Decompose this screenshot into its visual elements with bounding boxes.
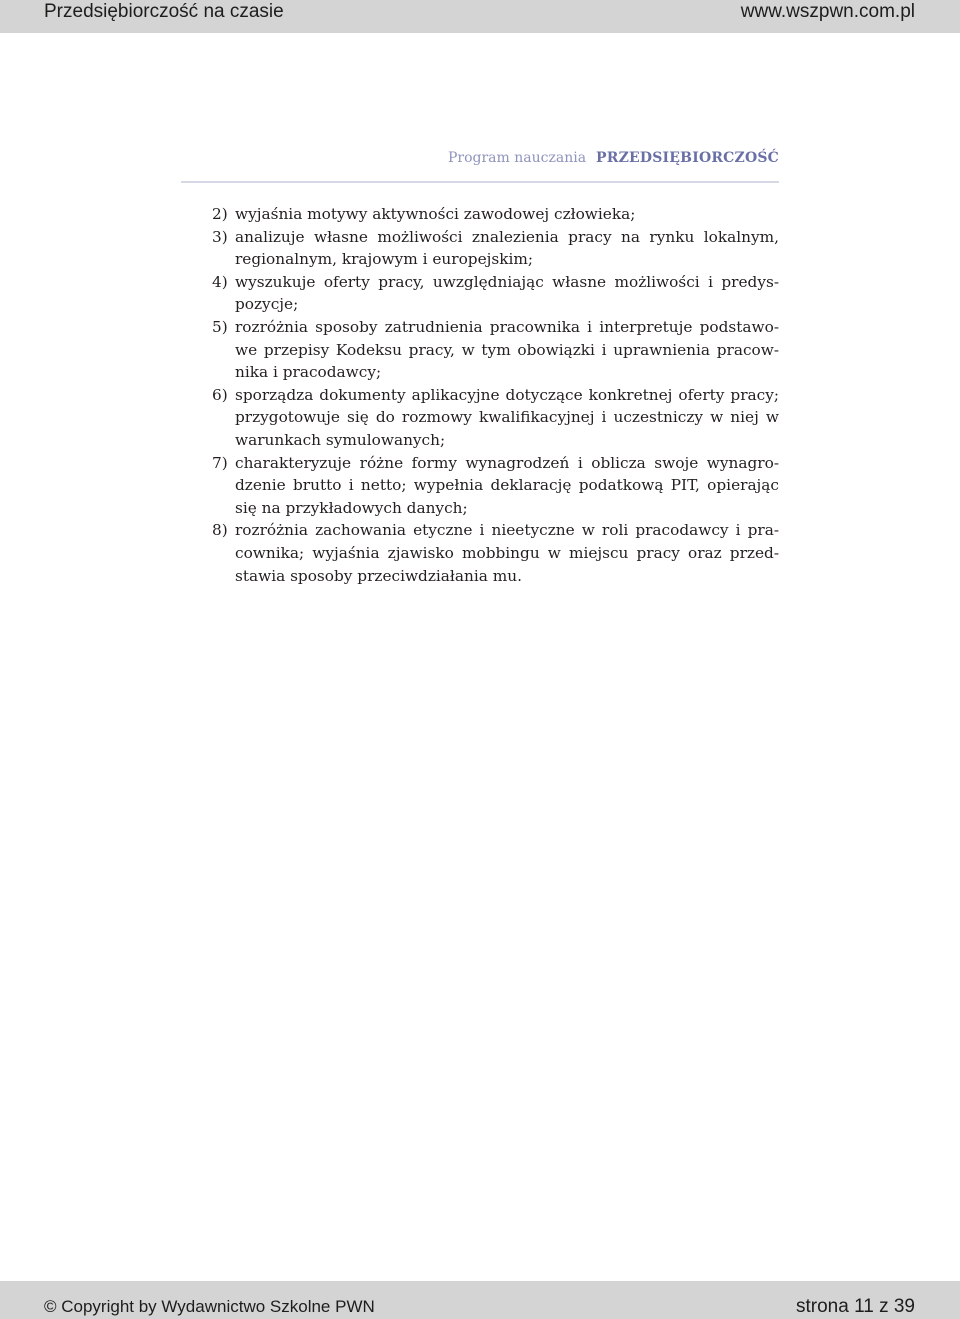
- item-text: sporządza dokumenty aplikacyjne dotyczące konkretnej oferty pracy; przygotowuje się do rozmowy kwalifikacyjnej i uczestniczy w niej w warunkach symulowanych;: [235, 385, 779, 449]
- item-number: 5): [212, 317, 228, 336]
- item-text: wyjaśnia motywy aktywności zawodowej człowieka;: [235, 205, 636, 223]
- top-header-bar: [0, 0, 960, 33]
- objectives-list: [212, 203, 779, 587]
- item-text: rozróżnia sposoby zatrudnienia pracownika i interpretuje podstawowe przepisy Kodeksu pracy, w tym obowiązki i uprawnienia pracownika i pracodawcy;: [235, 317, 779, 382]
- running-head-program: Program nauczania: [447, 150, 587, 166]
- running-head-section: PRZEDSIĘBIORCZOŚĆ: [596, 150, 779, 166]
- running-head: [448, 147, 779, 169]
- list-item: [212, 271, 779, 316]
- item-text: charakteryzuje różne formy wynagrodzeń i oblicza swoje wynagrodzenie brutto i netto; wypełnia deklarację podatkową PIT, opierając się na przykładowych danych;: [235, 453, 779, 517]
- item-number: 2): [212, 205, 228, 223]
- item-text: wyszukuje oferty pracy, uwzględniając własne możliwości i predyspozycje;: [235, 272, 779, 314]
- website-url[interactable]: www.wszpwn.com.pl: [740, 1, 915, 22]
- page-indicator: strona 11 z 39: [795, 1296, 915, 1317]
- item-number: 3): [212, 227, 228, 246]
- item-text: analizuje własne możliwości znalezienia pracy na rynku lokalnym, regionalnym, krajowym i europejskim;: [235, 227, 779, 269]
- list-item: [212, 384, 779, 452]
- document-title: Przedsiębiorczość na czasie: [44, 1, 284, 22]
- list-item: [212, 519, 779, 587]
- item-number: 8): [212, 521, 228, 540]
- item-number: 4): [212, 272, 228, 291]
- item-text: rozróżnia zachowania etyczne i nieetyczne w roli pracodawcy i pracownika; wyjaśnia zjawisko mobbingu w miejscu pracy oraz przedstawia sposoby przeciwdziałania mu.: [235, 521, 779, 585]
- list-item: [212, 316, 779, 384]
- header-divider: [181, 181, 779, 183]
- item-number: 7): [212, 453, 228, 472]
- copyright-notice: © Copyright by Wydawnictwo Szkolne PWN: [44, 1297, 375, 1316]
- list-item: [212, 452, 779, 520]
- footer-bar: [0, 1281, 960, 1319]
- item-number: 6): [212, 385, 228, 404]
- list-item: [212, 226, 779, 271]
- list-item: [212, 203, 779, 226]
